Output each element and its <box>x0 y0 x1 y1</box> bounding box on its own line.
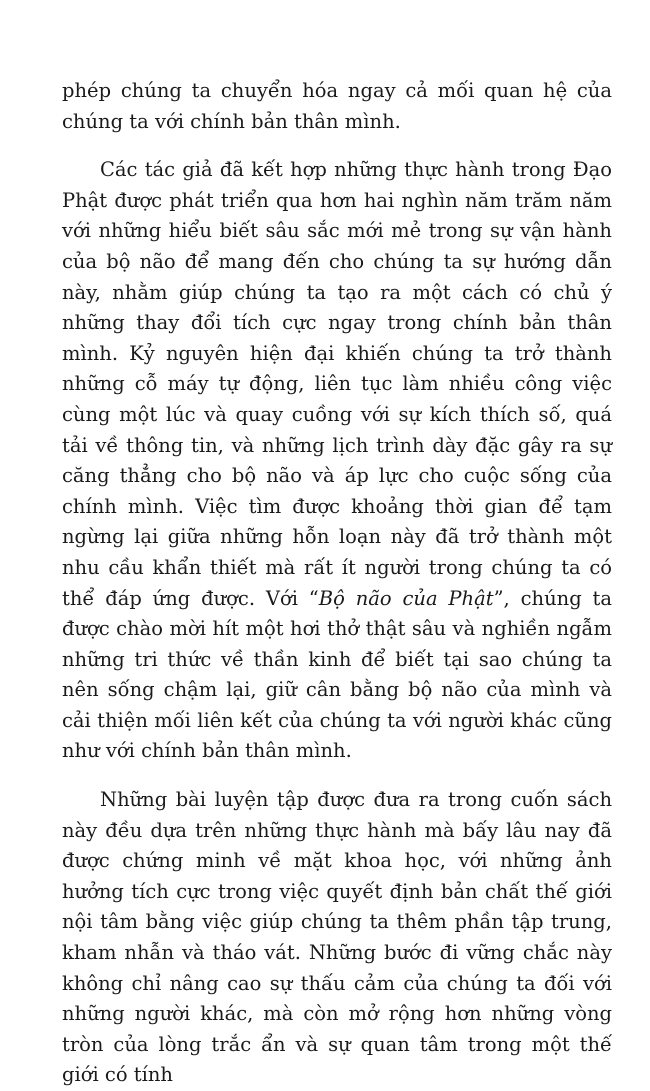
paragraph-text: ”, chúng ta được chào mời hít một hơi thở thật sâu và nghiền ngẫm những tri thức về thần kinh để biết tại sao chúng ta nên sống chậm lại, giữ cân bằng bộ não của mình và cải thiện mối liên kết của chúng ta với người khác cũng như với chính bản thân mình. <box>62 586 612 763</box>
paragraph-exercises: Những bài luyện tập được đưa ra trong cuốn sách này đều dựa trên những thực hành mà bấy lâu nay đã được chứng minh về mặt khoa học, với những ảnh hưởng tích cực trong việc quyết định bản chất thế giới nội tâm bằng việc giúp chúng ta thêm phần tập trung, kham nhẫn và tháo vát. Những bước đi vững chắc này không chỉ nâng cao sự thấu cảm của chúng ta đối với những người khác, mà còn mở rộng hơn những vòng tròn của lòng trắc ẩn và sự quan tâm trong một thế giới có tính <box>62 788 612 1087</box>
book-page <box>62 76 612 1091</box>
book-title: Bộ não của Phật <box>318 586 494 610</box>
paragraph-continuation: phép chúng ta chuyển hóa ngay cả mối quan hệ của chúng ta với chính bản thân mình. <box>62 79 612 133</box>
paragraph-text: Các tác giả đã kết hợp những thực hành trong Đạo Phật được phát triển qua hơn hai nghìn năm trăm năm với những hiểu biết sâu sắc mới mẻ trong sự vận hành của bộ não để mang đến cho chúng ta sự hướng dẫn này, nhằm giúp chúng ta tạo ra một cách có chủ ý những thay đổi tích cực ngay trong chính bản thân mình. Kỷ nguyên hiện đại khiến chúng ta trở thành những cỗ máy tự động, liên tục làm nhiều công việc cùng một lúc và quay cuồng với sự kích thích số, quá tải về thông tin, và những lịch trình dày đặc gây ra sự căng thẳng cho bộ não và áp lực cho cuộc sống của chính mình. Việc tìm được khoảng thời gian để tạm ngừng lại giữa những hỗn loạn này đã trở thành một nhu cầu khẩn thiết mà rất ít người trong chúng ta có thể đáp ứng được. Với “ <box>62 158 612 610</box>
paragraph-authors <box>62 155 612 767</box>
